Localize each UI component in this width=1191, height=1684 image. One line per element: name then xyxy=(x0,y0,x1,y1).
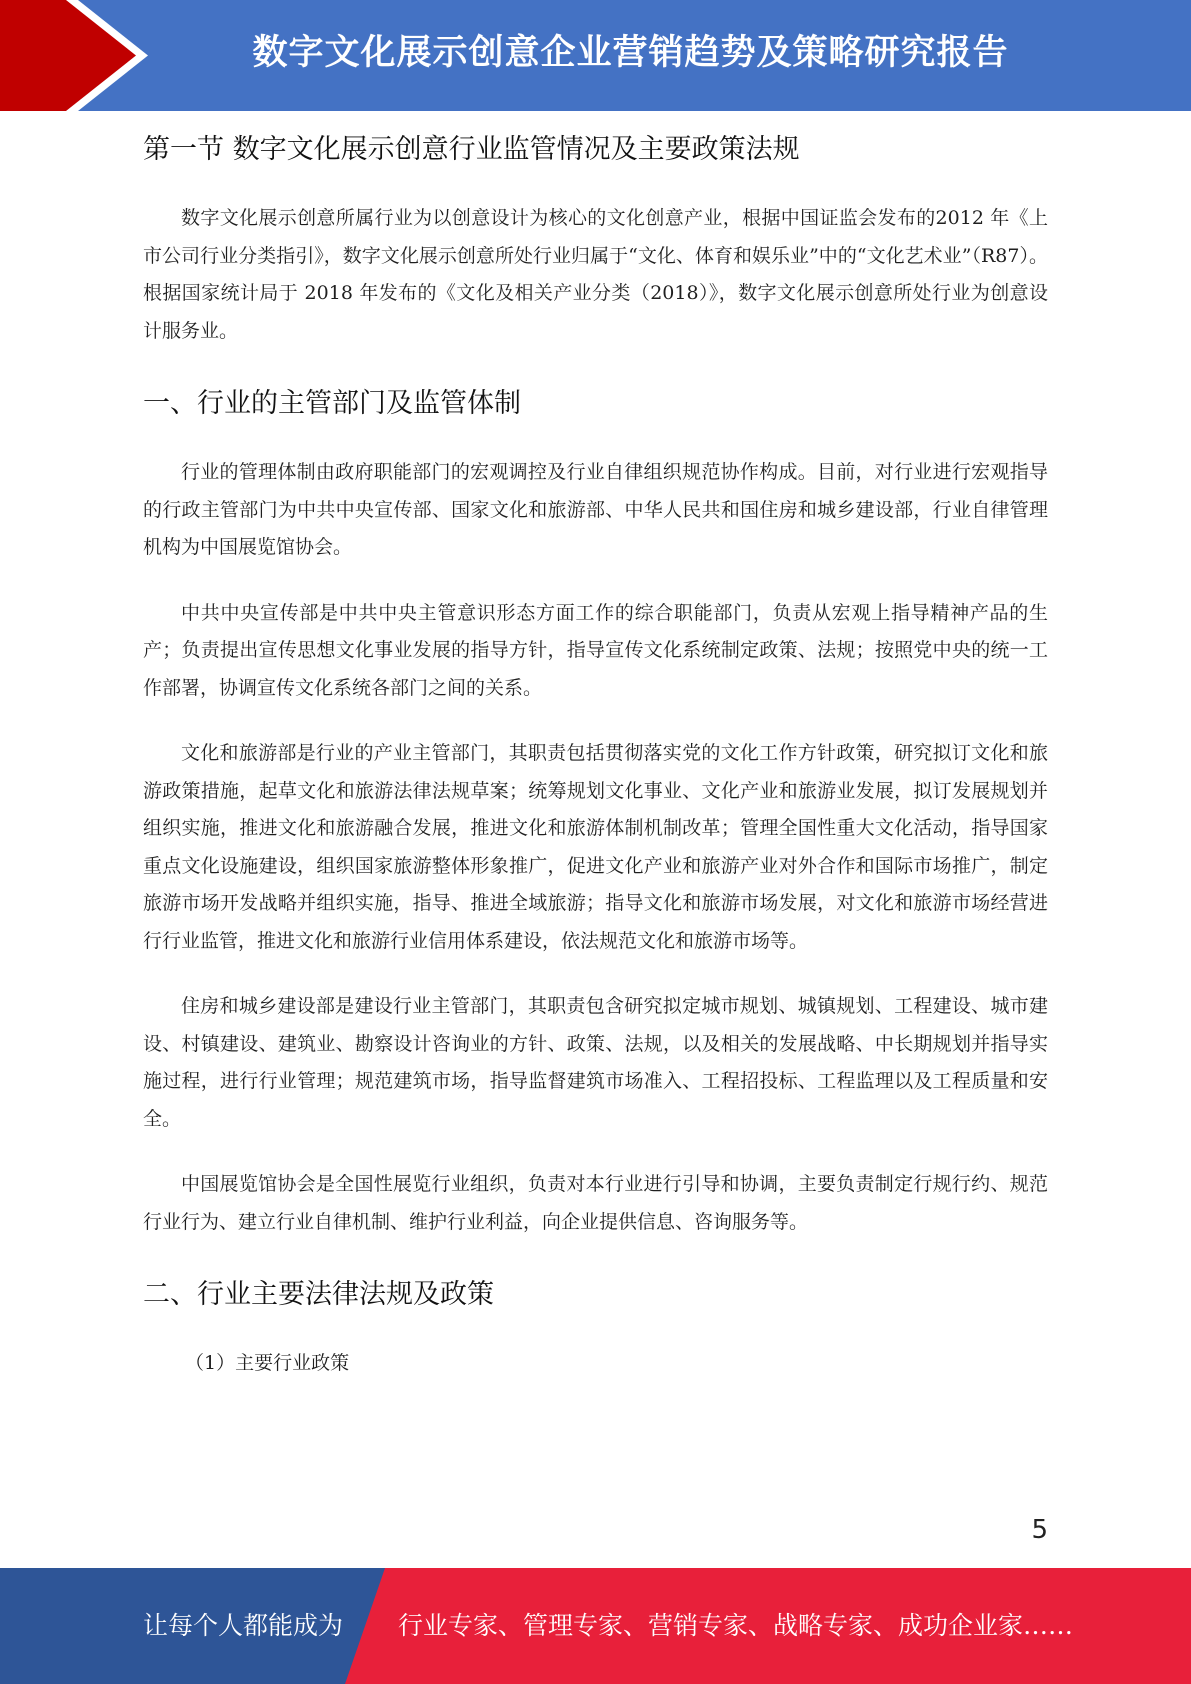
page-footer xyxy=(0,1568,1191,1684)
footer-slogan-right: 行业专家、管理专家、营销专家、战略专家、成功企业家…… xyxy=(398,1611,1074,1640)
paragraph: 住房和城乡建设部是建设行业主管部门，其职责包含研究拟定城市规划、城镇规划、工程建设、城市建设、村镇建设、建筑业、勘察设计咨询业的方针、政策、法规，以及相关的发展战略、中长期规划并指导实施过程，进行行业管理；规范建筑市场，指导监督建筑市场准入、工程招投标、工程监理以及工程质量和安全。 xyxy=(143,995,1048,1130)
paragraph: 中国展览馆协会是全国性展览行业组织，负责对本行业进行引导和协调，主要负责制定行规行约、规范行业行为、建立行业自律机制、维护行业利益，向企业提供信息、咨询服务等。 xyxy=(143,1173,1048,1233)
page-number: 5 xyxy=(1031,1515,1048,1545)
part1-heading: 一、行业的主管部门及监管体制 xyxy=(143,388,521,419)
page-header xyxy=(0,0,1191,111)
document-body xyxy=(143,120,1048,1383)
report-title: 数字文化展示创意企业营销趋势及策略研究报告 xyxy=(252,33,1009,73)
policy-subitem: （1）主要行业政策 xyxy=(185,1352,350,1374)
paragraph: 文化和旅游部是行业的产业主管部门，其职责包括贯彻落实党的文化工作方针政策，研究拟订文化和旅游政策措施，起草文化和旅游法律法规草案；统筹规划文化事业、文化产业和旅游业发展，拟订发展规划并组织实施，推进文化和旅游融合发展，推进文化和旅游体制机制改革；管理全国性重大文化活动，指导国家重点文化设施建设，组织国家旅游整体形象推广，促进文化产业和旅游产业对外合作和国际市场推广，制定旅游市场开发战略并组织实施，指导、推进全域旅游；指导文化和旅游市场发展，对文化和旅游市场经营进行行业监管，推进文化和旅游行业信用体系建设，依法规范文化和旅游市场等。 xyxy=(143,742,1048,952)
paragraph: 中共中央宣传部是中共中央主管意识形态方面工作的综合职能部门，负责从宏观上指导精神产品的生产；负责提出宣传思想文化事业发展的指导方针，指导宣传文化系统制定政策、法规；按照党中央的统一工作部署，协调宣传文化系统各部门之间的关系。 xyxy=(143,601,1048,699)
header-arrow-icon xyxy=(0,0,160,111)
paragraph: 行业的管理体制由政府职能部门的宏观调控及行业自律组织规范协作构成。目前，对行业进行宏观指导的行政主管部门为中共中央宣传部、国家文化和旅游部、中华人民共和国住房和城乡建设部，行业自律管理机构为中国展览馆协会。 xyxy=(143,461,1048,558)
part2-heading: 二、行业主要法律法规及政策 xyxy=(143,1279,494,1310)
intro-paragraph: 数字文化展示创意所属行业为以创意设计为核心的文化创意产业，根据中国证监会发布的2012 年《上市公司行业分类指引》，数字文化展示创意所处行业归属于“文化、体育和娱乐业”中的“文化艺术业”（R87）。根据国家统计局于 2018 年发布的《文化及相关产业分类（2018）》，数字文化展示创意所处行业为创意设计服务业。 xyxy=(143,207,1048,342)
footer-slogan-left: 让每个人都能成为 xyxy=(143,1611,344,1640)
section-title: 第一节 数字文化展示创意行业监管情况及主要政策法规 xyxy=(143,134,800,165)
